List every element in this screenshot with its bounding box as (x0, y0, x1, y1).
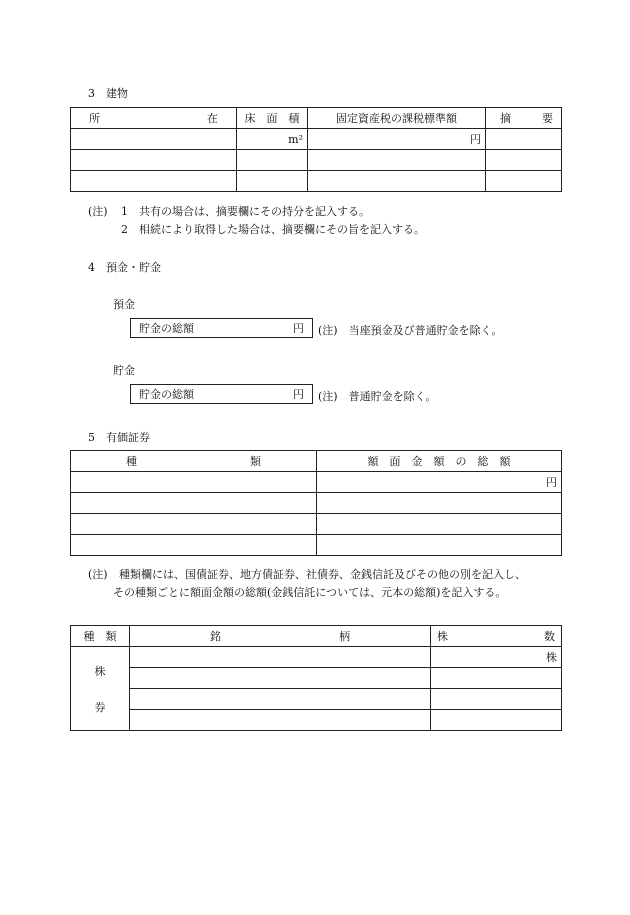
remarks-cell[interactable] (486, 129, 562, 150)
header-location: 所 在 (71, 108, 237, 129)
issue-name-cell[interactable] (130, 710, 431, 731)
header-kind: 種 類 (71, 451, 317, 472)
section-5-heading: 5 有価証券 (88, 431, 150, 444)
header-floor-area: 床 面 積 (237, 108, 308, 129)
face-value-cell[interactable]: 円 (317, 472, 562, 493)
note-2: その種類ごとに額面金額の総額(金銭信託については、元本の総額)を記入する。 (113, 586, 507, 599)
floor-area-cell[interactable] (237, 171, 308, 192)
table-row (71, 514, 562, 535)
face-value-cell[interactable] (317, 535, 562, 556)
savings-total-label: 貯金の総額 (139, 388, 194, 401)
share-count-cell[interactable] (431, 710, 562, 731)
savings-total-unit: 円 (293, 388, 304, 401)
header-issue-name: 銘 柄 (130, 626, 431, 647)
note-2: 2 相続により取得した場合は、摘要欄にその旨を記入する。 (121, 223, 425, 236)
section-4-heading: 4 預金・貯金 (88, 261, 161, 274)
note-1: 種類欄には、国債証券、地方債証券、社債券、金銭信託及びその他の別を記入し、 (119, 568, 526, 581)
issue-name-cell[interactable] (130, 689, 431, 710)
table-row (71, 535, 562, 556)
table-row (71, 668, 562, 689)
savings-label: 貯金 (113, 364, 135, 377)
table-row (71, 493, 562, 514)
floor-area-cell[interactable]: m² (237, 129, 308, 150)
share-count-cell[interactable]: 株 (431, 647, 562, 668)
table-row (71, 150, 562, 171)
note-mark: (注) (88, 568, 108, 581)
issue-name-cell[interactable] (130, 668, 431, 689)
deposit-total-unit: 円 (293, 322, 304, 335)
table-header-row (71, 626, 562, 647)
stocks-table (70, 625, 562, 731)
header-remarks: 摘 要 (486, 108, 562, 129)
floor-area-cell[interactable] (237, 150, 308, 171)
savings-note: (注) 普通貯金を除く。 (318, 390, 437, 403)
location-cell[interactable] (71, 150, 237, 171)
remarks-cell[interactable] (486, 171, 562, 192)
table-row (71, 689, 562, 710)
issue-name-cell[interactable] (130, 647, 431, 668)
face-value-cell[interactable] (317, 514, 562, 535)
table-header-row (71, 108, 562, 129)
share-count-cell[interactable] (431, 689, 562, 710)
note-1: 1 共有の場合は、摘要欄にその持分を記入する。 (121, 205, 370, 218)
table-header-row (71, 451, 562, 472)
deposit-total-box[interactable] (130, 318, 313, 338)
header-face-value-total: 額 面 金 額 の 総 額 (317, 451, 562, 472)
securities-table (70, 450, 562, 556)
kind-cell[interactable] (71, 472, 317, 493)
table-row (71, 171, 562, 192)
building-table (70, 107, 562, 192)
section-3-heading: 3 建物 (88, 87, 128, 100)
share-count-cell[interactable] (431, 668, 562, 689)
deposit-total-label: 貯金の総額 (139, 322, 194, 335)
table-row (71, 647, 562, 668)
savings-total-box[interactable] (130, 384, 313, 404)
remarks-cell[interactable] (486, 150, 562, 171)
header-assessed-value: 固定資産税の課税標準額 (308, 108, 486, 129)
table-row (71, 710, 562, 731)
location-cell[interactable] (71, 129, 237, 150)
kind-cell[interactable] (71, 493, 317, 514)
table-row (71, 472, 562, 493)
assessed-value-cell[interactable] (308, 150, 486, 171)
kind-cell[interactable] (71, 535, 317, 556)
deposit-label: 預金 (113, 298, 135, 311)
deposit-note: (注) 当座預金及び普通貯金を除く。 (318, 324, 503, 337)
location-cell[interactable] (71, 171, 237, 192)
assessed-value-cell[interactable] (308, 171, 486, 192)
header-share-count: 株 数 (431, 626, 562, 647)
assessed-value-cell[interactable]: 円 (308, 129, 486, 150)
kind-cell[interactable] (71, 514, 317, 535)
note-mark: (注) (88, 205, 108, 218)
face-value-cell[interactable] (317, 493, 562, 514)
kind-stock-certificate: 株 券 (71, 647, 130, 731)
header-kind: 種 類 (71, 626, 130, 647)
table-row (71, 129, 562, 150)
